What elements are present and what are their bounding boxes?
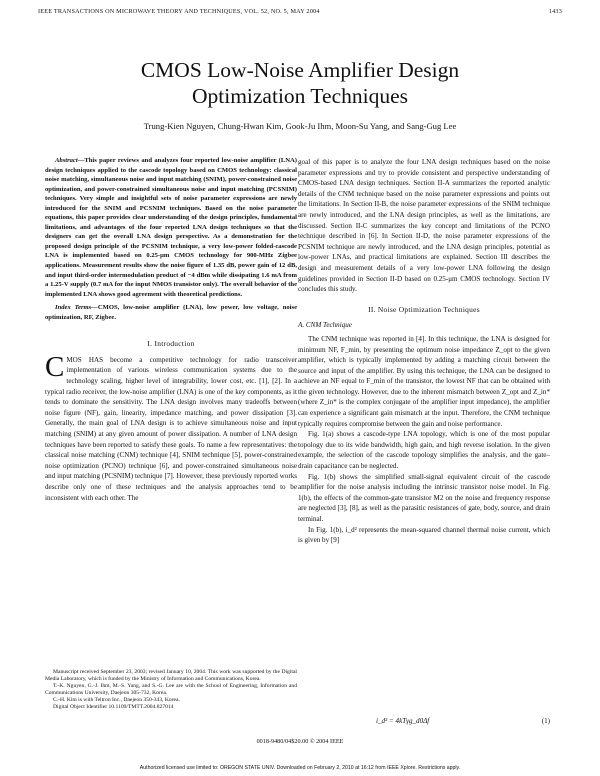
equation-number: (1) [541,717,550,725]
abstract-text: This paper reviews and analyzes four reported low-noise amplifier (LNA) design techniques applied to the cascode topology based on CMOS technology: classical noise matching, simultaneous noise and input matching (SNIM), power-constrained noise optimization, and power-constrained simultaneous noise and input matching (PCSNIM) techniques. Very simple and insightful sets of noise parameter expressions are newly introduced for the SNIM and PCSNIM techniques. Based on the noise parameter equations, this paper provides clear understanding of the design principles, fundamental limitations, and advantages of the four reported LNA design techniques so that the designers can get the overall LNA design perspective. As a demonstration for the proposed design principle of the PCSNIM technique, a very low-power folded-cascode LNA is implemented based on 0.25-μm CMOS technology for 900-MHz Zigbee applications. Measurement results show the noise figure of 1.35 dB, power gain of 12 dB, and input third-order intermodulation product of −4 dBm while dissipating 1.6 mA from a 1.25-V supply (0.7 mA for the input NMOS transistor only). The overall behavior of the implemented LNA shows good agreement with theoretical predictions. [45,157,297,298]
paragraph-fig1b: Fig. 1(b) shows the simplified small-signal equivalent circuit of the cascode amplifier for the noise analysis including the intrinsic transistor noise model. In Fig. 1(b), the effects of the common-gate transistor M2 on the noise and frequency response are neglected [3], [8], as well as the parasitic resistances of gate, body, source, and drain terminal. [298,472,550,523]
footnotes [45,669,297,712]
index-terms-label: Index Terms— [55,304,98,312]
footnote-affiliation-2: C.-H. Kim is with Teltron Inc., Daejeon 350-343, Korea. [53,697,180,704]
subsection-heading-2a: A. CNM Technique [298,321,352,330]
drop-cap: C [45,350,65,383]
index-terms-text: CMOS, low-noise amplifier (LNA), low power, low voltage, noise optimization, RF, Zigbee. [45,304,297,321]
intro-paragraph [45,350,297,503]
introduction [45,350,297,503]
page-number: 1433 [548,8,562,15]
title-line-2: Optimization Techniques [191,84,409,108]
paragraph-noise-current: In Fig. 1(b), i_d² represents the mean-squared channel thermal noise current, which is given by [9] [298,525,550,545]
index-terms [45,303,297,322]
running-header [38,8,562,15]
authorized-use-notice: Authorized licensed use limited to: OREGON STATE UNIV. Downloaded on February 2, 2010 at 16:12 from IEEE Xplore. Restrictions apply. [139,765,461,771]
paragraph-fig1a: Fig. 1(a) shows a cascode-type LNA topology, which is one of the most popular topology due to its wide bandwidth, high gain, and high reverse isolation. In the given example, the selection of the cascode topology simplifies the analysis, and the gate–drain capacitance can be neglected. [298,430,550,471]
paragraph-cnm: The CNM technique was reported in [4]. In this technique, the LNA is designed for minimum NF, F_min, by presenting the optimum noise impedance Z_opt to the given amplifier, which is typically implemented by adding a matching circuit between the source and input of the amplifier. By using this technique, the LNA can be designed to achieve an NF equal to F_min of the transistor, the lowest NF that can be obtained with the given technology. However, due to the inherent mismatch between Z_opt and Z_in* (where Z_in* is the complex conjugate of the amplifier input impedance), the amplifier can experience a significant gain mismatch at the input. Therefore, the CNM technique typically requires compromise between the gain and noise performance. [298,334,550,428]
paragraph-overview: goal of this paper is to analyze the four LNA design techniques based on the noise parameter expressions and try to provide consistent and perspective understanding of CMOS-based LNA design techniques. Section II-A summarizes the reported analytic details of the CNM technique based on the noise parameter expressions and points out the limitations. In Section II-B, the noise parameter expressions of the SNIM technique are newly introduced, and the LNA design principles, as well as the limitations, are discussed. Section II-C summarizes the key concept and limitations of the PCNO technique described in [6]. In Section II-D, the noise parameter expressions of the PCSNIM technique are newly introduced, and the LNA design principles, potential as low-power LNAs, and practical limitations are explained. Section III describes the design and measurement details of a very low-power LNA following the design guidelines provided in Section II-D based on 0.25-μm CMOS technology. Section IV concludes this study. [298,158,550,294]
footnote-manuscript: Manuscript received September 23, 2003; revised January 10, 2004. This work was supported by the Digital Media Laboratory, which is funded by the Ministry of Information and Communications, Korea. [45,669,297,683]
equation-expression: i_d² = 4kTγg_d0Δf [376,717,430,725]
intro-text: MOS HAS become a competitive technology for radio transceiver implementation of various wireless communication systems due to the technology scaling, higher level of integrability, lower cost, etc. [1], [2]. In a typical radio receiver, the low-noise amplifier (LNA) is one of the key components, as it tends to dominate the sensitivity. The LNA design involves many tradeoffs between noise figure (NF), gain, linearity, impedance matching, and power dissipation [3]. Generally, the main goal of LNA design is to achieve simultaneous noise and input matching (SNIM) at any given amount of power dissipation. A number of LNA design techniques have been reported to satisfy these goals. To name a few representatives: the classical noise matching (CNM) technique [4], SNIM technique [5], power-constrained noise optimization (PCNO) technique [6], and power-constrained simultaneous noise and input matching (PCSNIM) technique [7]. However, these previously reported works describe only one of these techniques and the analysis approaches tend to be inconsistent with each other. The [45,355,297,502]
section-heading-2: II. Noise Optimization Techniques [368,304,480,314]
right-column [298,157,550,546]
title-line-1: CMOS Low-Noise Amplifier Design [140,58,460,82]
abstract-label: Abstract— [55,157,85,164]
footnote-doi: Digital Object Identifier 10.1109/TMTT.2004.827014 [53,704,174,711]
copyright-line: 0018-9480/04$20.00 © 2004 IEEE [256,738,344,745]
footnote-affiliation-1: T.-K. Nguyen, G.-J. Ihm, M.-S. Yang, and S.-G. Lee are with the School of Engineering, Information and Communications University, Daejeon 305-732, Korea. [45,683,297,697]
journal-header: IEEE TRANSACTIONS ON MICROWAVE THEORY AND TECHNIQUES, VOL. 52, NO. 5, MAY 2004 [38,8,320,15]
section-heading-introduction: I. Introduction [147,339,195,349]
paper-title [0,57,600,109]
author-list: Trung-Kien Nguyen, Chung-Hwan Kim, Gook-Ju Ihm, Moon-Su Yang, and Sang-Gug Lee [143,121,457,131]
left-column [45,156,297,503]
abstract [45,156,297,299]
